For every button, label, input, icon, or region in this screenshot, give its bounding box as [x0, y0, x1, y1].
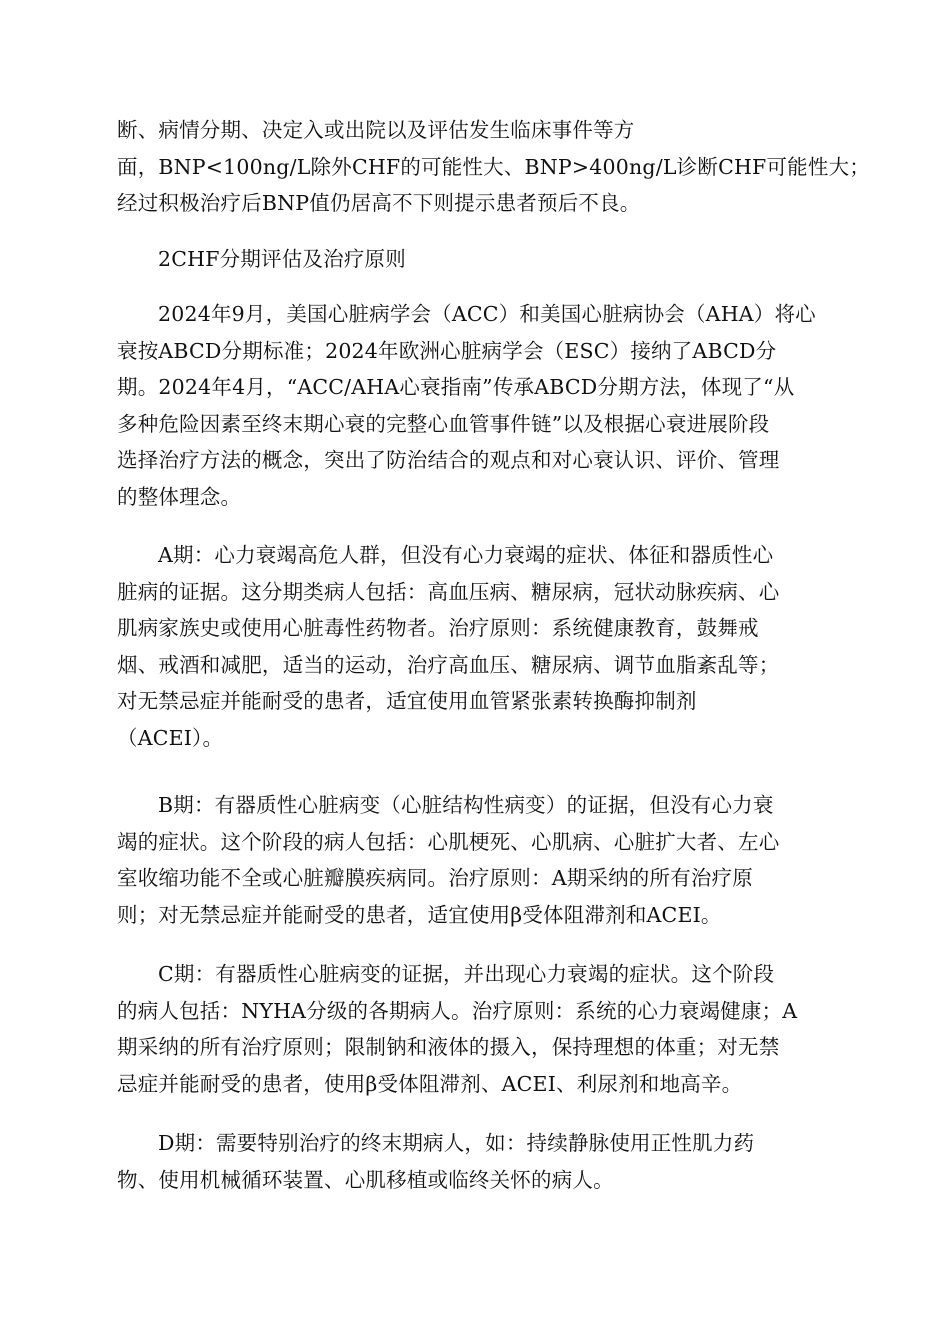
text-line: 面，BNP<100ng/L除外CHF的可能性大、BNP>400ng/L诊断CHF可能性大； — [117, 154, 870, 179]
text-line: 则；对无禁忌症并能耐受的患者，适宜使用β受体阻滞剂和ACEI。 — [117, 902, 722, 927]
text-line: 对无禁忌症并能耐受的患者，适宜使用血管紧张素转换酶抑制剂 — [117, 689, 697, 713]
paragraph-bnp-diagnosis — [117, 112, 870, 222]
text-line: D期：需要特别治疗的终末期病人，如：持续静脉使用正性肌力药 — [158, 1131, 755, 1155]
text-line: 多种危险因素至终末期心衰的完整心血管事件链”以及根据心衰进展阶段 — [117, 411, 770, 436]
text-line: 期采纳的所有治疗原则；限制钠和液体的摄入，保持理想的体重；对无禁 — [117, 1035, 780, 1059]
text-line: B期：有器质性心脏病变（心脏结构性病变）的证据，但没有心力衰 — [158, 793, 774, 817]
text-line: 的病人包括：NYHA分级的各期病人。治疗原则：系统的心力衰竭健康；A — [117, 998, 798, 1023]
paragraph-stage-d — [117, 1125, 837, 1198]
text-line: 肌病家族史或使用心脏毒性药物者。治疗原则：系统健康教育，鼓舞戒 — [117, 616, 759, 640]
text-line: 忌症并能耐受的患者，使用β受体阻滞剂、ACEI、利尿剂和地高辛。 — [117, 1071, 743, 1096]
text-line: 的整体理念。 — [117, 484, 242, 509]
paragraph-staging-history — [117, 296, 837, 515]
text-line: 2024年9月，美国心脏病学会（ACC）和美国心脏病协会（AHA）将心 — [158, 302, 816, 326]
section-heading — [117, 241, 837, 278]
text-line: 竭的症状。这个阶段的病人包括：心肌梗死、心肌病、心脏扩大者、左心 — [117, 829, 780, 854]
text-line: 经过积极治疗后BNP值仍居高不下则提示患者预后不良。 — [117, 191, 641, 215]
paragraph-stage-b — [117, 787, 837, 933]
text-line: C期：有器质性心脏病变的证据，并出现心力衰竭的症状。这个阶段 — [158, 962, 775, 986]
text-line: 选择治疗方法的概念，突出了防治结合的观点和对心衰认识、评价、管理 — [117, 448, 780, 472]
text-line: 室收缩功能不全或心脏瓣膜疾病同。治疗原则：A期采纳的所有治疗原 — [117, 866, 754, 890]
paragraph-stage-c — [117, 956, 837, 1102]
text-line: 期。2024年4月，“ACC/AHA心衰指南”传承ABCD分期方法，体现了“从 — [117, 375, 795, 399]
paragraph-stage-a — [117, 537, 837, 756]
text-line: （ACEI）。 — [117, 725, 224, 750]
text-line: 烟、戒酒和减肥，适当的运动，治疗高血压、糖尿病、调节血脂紊乱等； — [117, 652, 780, 677]
text-line: 衰按ABCD分期标准；2024年欧洲心脏病学会（ESC）接纳了ABCD分 — [117, 338, 777, 363]
text-line: 物、使用机械循环装置、心肌移植或临终关怀的病人。 — [117, 1167, 614, 1192]
section-title: 2CHF分期评估及治疗原则 — [158, 247, 406, 271]
text-line: A期：心力衰竭高危人群，但没有心力衰竭的症状、体征和器质性心 — [158, 543, 774, 567]
text-line: 断、病情分期、决定入或出院以及评估发生临床事件等方 — [117, 118, 635, 142]
text-line: 脏病的证据。这分期类病人包括：高血压病、糖尿病，冠状动脉疾病、心 — [117, 579, 780, 604]
